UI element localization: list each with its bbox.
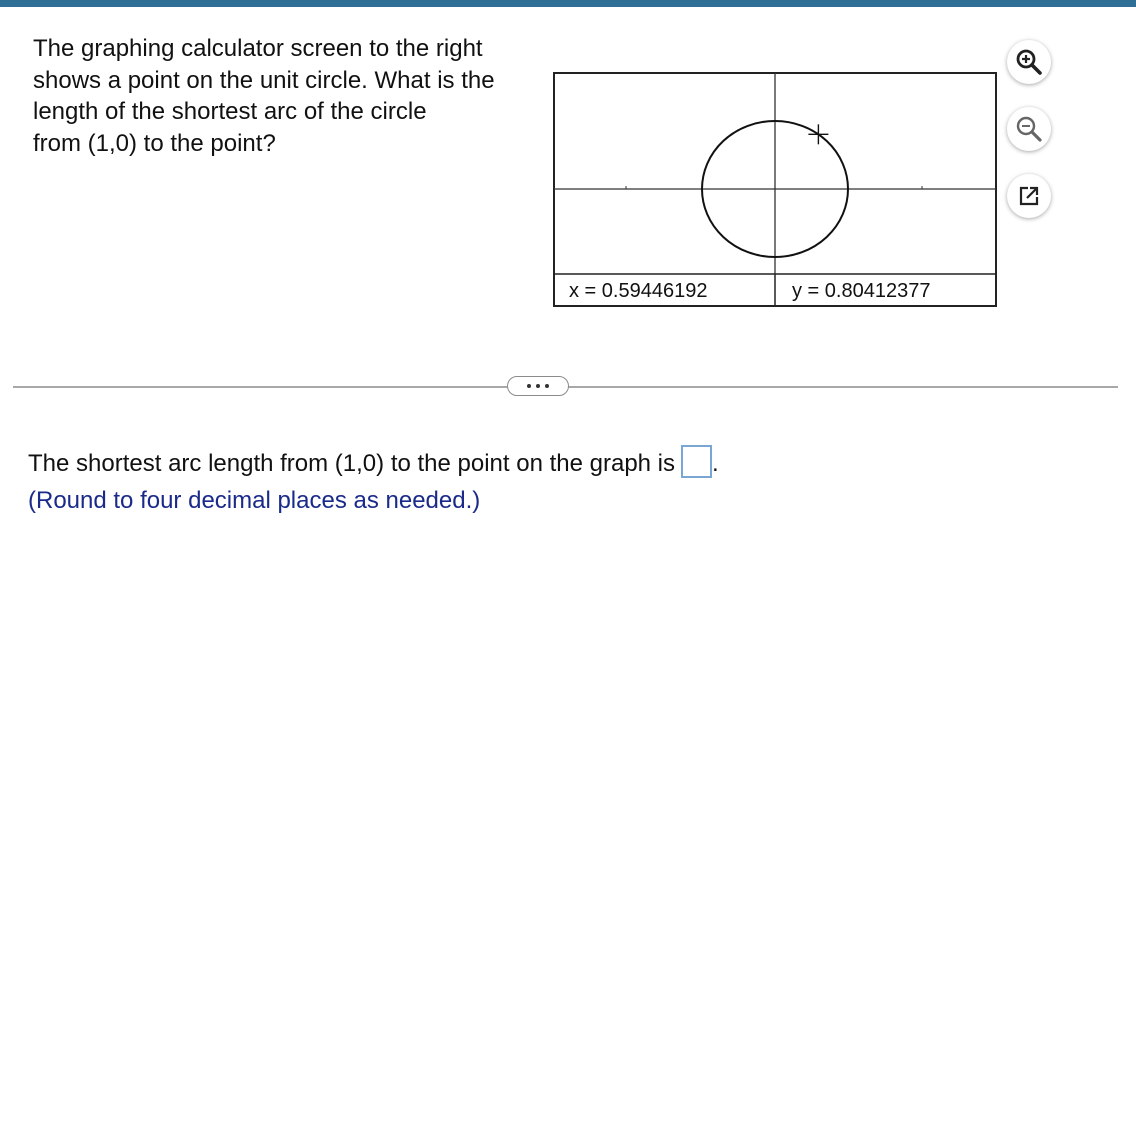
question-line: from (1,0) to the point? <box>33 130 276 158</box>
question-line: shows a point on the unit circle. What is the <box>33 66 495 94</box>
y-readout: y = 0.80412377 <box>792 280 931 302</box>
answer-line <box>28 447 719 481</box>
rounding-hint: (Round to four decimal places as needed.) <box>28 487 481 514</box>
question-line: The graphing calculator screen to the right <box>33 35 483 62</box>
popout-icon <box>1016 183 1042 209</box>
x-readout: x = 0.59446192 <box>569 280 708 302</box>
dot-icon <box>527 384 531 388</box>
answer-input[interactable] <box>681 445 712 478</box>
answer-prompt: The shortest arc length from (1,0) to the point on the graph is <box>28 450 676 477</box>
zoom-in-button[interactable] <box>1007 40 1051 84</box>
expand-more-button[interactable] <box>507 376 569 396</box>
question-line: length of the shortest arc of the circle <box>33 98 427 126</box>
zoom-out-button[interactable] <box>1007 107 1051 151</box>
top-bar <box>0 0 1136 7</box>
question-text <box>33 33 543 160</box>
popout-button[interactable] <box>1007 174 1051 218</box>
answer-suffix: . <box>712 450 719 477</box>
calculator-screen <box>553 72 997 307</box>
zoom-in-icon <box>1014 47 1044 77</box>
zoom-out-icon <box>1014 114 1044 144</box>
dot-icon <box>545 384 549 388</box>
dot-icon <box>536 384 540 388</box>
